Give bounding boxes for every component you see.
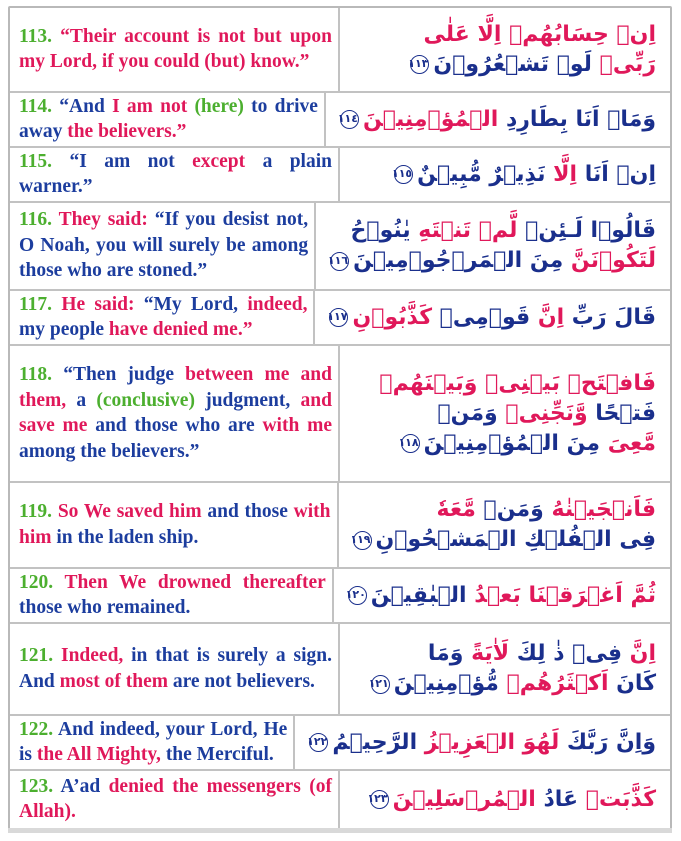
translation-segment: denied the messengers <box>108 775 310 797</box>
translation-segment: “And <box>59 95 113 117</box>
arabic-text-cell <box>340 148 670 201</box>
arabic-segment: فِىۡ ذٰ لِكَ <box>509 641 623 666</box>
english-translation-cell <box>10 203 316 289</box>
arabic-text-cell <box>340 624 670 714</box>
translation-segment: “Then judge <box>63 364 186 385</box>
arabic-segment: نَذِيۡرٌ مُّبِيۡنٌ <box>417 161 546 187</box>
translation-segment: except <box>192 150 263 172</box>
arabic-line <box>350 160 656 190</box>
ayah-end-marker-icon: ١٢١ <box>371 675 390 694</box>
arabic-segment: ثُمَّ اَغۡرَقۡنَا <box>520 582 656 608</box>
english-translation-text <box>19 149 332 200</box>
arabic-text-cell <box>340 346 670 481</box>
arabic-text-cell <box>315 291 670 344</box>
arabic-line <box>349 525 656 555</box>
verse-number: 121. <box>19 645 61 666</box>
translation-segment: in that is surely a sign. <box>131 645 333 666</box>
translation-segment: (conclusive) <box>96 389 206 411</box>
arabic-segment: اِنۡ حِسَابُهُمۡ اِلَّا <box>469 21 656 47</box>
translation-segment: those who remained. <box>19 597 191 618</box>
translation-segment: And indeed, your Lord, <box>58 718 264 740</box>
arabic-segment: وَّنَجِّنِىۡ <box>497 400 588 426</box>
translation-segment: (of Allah). <box>19 775 332 822</box>
verse-number: 117. <box>19 293 62 315</box>
translation-segment: in the laden ship. <box>56 526 199 548</box>
translation-segment: And <box>19 670 60 692</box>
verse-number: 118. <box>19 364 64 385</box>
arabic-line <box>305 728 656 758</box>
arabic-segment: لَهُوَ الۡعَزِيۡزُ <box>417 729 560 755</box>
ayah-end-marker-icon: ١١٨ <box>401 434 420 453</box>
verse-number: 119. <box>19 501 58 522</box>
translation-segment: He said: <box>61 293 144 315</box>
arabic-text-cell <box>326 93 670 146</box>
translation-segment: the All Mighty, <box>36 744 166 765</box>
arabic-line <box>344 581 656 611</box>
verse-row <box>10 483 670 569</box>
arabic-text-cell <box>316 203 670 289</box>
verse-row <box>10 8 670 93</box>
arabic-segment: مَّعَهٗ <box>436 497 476 522</box>
arabic-segment: وَاِنَّ رَبَّكَ <box>559 729 656 755</box>
verse-number: 120. <box>19 571 65 593</box>
translation-segment: indeed, <box>247 293 308 315</box>
verse-number: 114. <box>19 95 60 117</box>
arabic-segment: فَاَنۡجَيۡنٰهُ <box>543 497 656 522</box>
english-translation-text <box>19 717 287 768</box>
english-translation-text <box>19 24 332 75</box>
arabic-line <box>336 105 656 135</box>
translation-segment: my people <box>19 319 109 340</box>
translation-segment: A’ad <box>60 775 109 797</box>
arabic-line <box>326 216 656 246</box>
english-translation-text <box>19 362 332 464</box>
arabic-line <box>349 495 656 525</box>
arabic-segment: الرَّحِيۡمُ <box>332 729 418 755</box>
arabic-segment: اِنۡ اَنَا <box>577 161 656 187</box>
arabic-segment: فَافۡتَحۡ بَيۡنِىۡ وَبَيۡنَهُمۡ <box>379 370 656 396</box>
english-translation-cell <box>10 716 295 769</box>
translation-segment: among the believers.” <box>19 440 200 462</box>
arabic-segment: فَتۡحًا <box>587 400 656 426</box>
arabic-segment: اَكۡثَرُهُمۡ <box>498 671 609 696</box>
english-translation-text <box>19 94 318 145</box>
arabic-segment: لَّمۡ تَنۡتَهِ <box>410 218 518 243</box>
page-bottom-rule <box>8 828 672 833</box>
verse-row <box>10 93 670 148</box>
arabic-segment: وَمَنۡ <box>437 400 498 426</box>
arabic-segment: مَّعِىَ <box>600 430 656 456</box>
translation-segment: to drive away <box>19 95 318 142</box>
arabic-text-cell <box>340 771 670 828</box>
ayah-end-marker-icon: ١١٤ <box>340 110 359 129</box>
arabic-line <box>350 639 656 669</box>
verse-row <box>10 624 670 716</box>
arabic-segment: وَمَنۡ <box>475 497 544 522</box>
translation-segment: Indeed, <box>60 645 132 666</box>
english-translation-cell <box>10 346 340 481</box>
arabic-segment: فِى الۡفُلۡكِ الۡمَشۡحُوۡنِ <box>375 527 656 552</box>
translation-segment: Lord, if you could (but) know.” <box>49 51 310 72</box>
arabic-segment: لَوۡ تَشۡعُرُوۡنَ <box>433 51 592 77</box>
arabic-segment: الۡمُؤۡمِنِيۡنَ <box>362 106 499 132</box>
translation-segment: with me <box>262 415 332 436</box>
english-translation-cell <box>10 483 339 567</box>
arabic-segment: قَوۡمِىۡ <box>432 304 531 330</box>
verse-table <box>8 6 672 830</box>
ayah-end-marker-icon: ١٢٢ <box>309 733 328 752</box>
arabic-line <box>350 429 656 459</box>
english-translation-text <box>19 774 332 825</box>
translation-segment: “If you desist not, O Noah, you will surely be among those who are stoned.” <box>19 209 309 282</box>
verse-number: 123. <box>19 775 61 797</box>
english-translation-cell <box>10 569 334 622</box>
arabic-segment: مِنَ الۡمُؤۡمِنِيۡنَ <box>423 430 601 456</box>
english-translation-cell <box>10 624 340 714</box>
verse-row <box>10 569 670 624</box>
english-translation-cell <box>10 8 340 91</box>
translation-segment: a plain warner.” <box>19 150 332 197</box>
arabic-segment: بَعۡدُ <box>466 582 521 608</box>
english-translation-cell <box>10 291 315 344</box>
english-translation-cell <box>10 148 340 201</box>
arabic-segment: عَلٰى <box>423 21 470 47</box>
translation-segment: I am not <box>112 95 195 117</box>
arabic-line <box>350 50 656 80</box>
verse-row <box>10 346 670 483</box>
ayah-end-marker-icon: ١١٥ <box>394 165 413 184</box>
arabic-segment: وَمَاۤ اَنَا بِطَارِدِ <box>498 106 656 132</box>
arabic-line <box>350 785 656 815</box>
arabic-segment: كَذَّبُوۡنِ <box>352 304 433 330</box>
translation-segment: the believers.” <box>67 121 187 142</box>
translation-segment: Then We drowned thereafter <box>64 571 326 593</box>
ayah-end-marker-icon: ١٢٣ <box>370 790 389 809</box>
verse-number: 115. <box>19 150 70 172</box>
english-translation-cell <box>10 771 340 828</box>
arabic-segment: عَادُ <box>535 786 579 812</box>
translation-segment: and save me <box>19 389 332 436</box>
arabic-segment: كَانَ <box>608 671 656 696</box>
arabic-line <box>350 669 656 699</box>
arabic-text-cell <box>340 8 670 91</box>
arabic-line <box>350 369 656 399</box>
verse-row <box>10 716 670 771</box>
arabic-segment: يٰنُوۡحُ <box>350 218 411 243</box>
english-translation-text <box>19 207 308 284</box>
arabic-line <box>350 399 656 429</box>
ayah-end-marker-icon: ١١٣ <box>410 55 429 74</box>
arabic-segment: مِنَ الۡمَرۡجُوۡمِيۡنَ <box>353 248 564 273</box>
arabic-text-cell <box>334 569 670 622</box>
ayah-end-marker-icon: ١١٦ <box>330 252 349 271</box>
verse-number: 116. <box>19 209 59 231</box>
arabic-segment: الۡبٰقِيۡنَ <box>370 582 467 608</box>
ayah-end-marker-icon: ١٢٠ <box>348 586 367 605</box>
translation-segment: most of them <box>59 670 173 692</box>
translation-segment: the Merciful. <box>165 744 274 765</box>
translation-segment: and those who are <box>95 415 263 436</box>
arabic-segment: قَالَ رَبِّ <box>564 304 656 330</box>
english-translation-cell <box>10 93 326 146</box>
arabic-line <box>326 246 656 276</box>
arabic-segment: لَتَكُوۡنَنَّ <box>563 248 656 273</box>
verse-number: 122. <box>19 718 58 740</box>
arabic-segment: لَاٰيَةً <box>471 641 510 666</box>
translation-segment: are not believers. <box>172 670 315 692</box>
verse-row <box>10 771 670 828</box>
arabic-line <box>350 20 656 50</box>
translation-segment: “Their account is not but upon my <box>19 25 332 72</box>
verse-row <box>10 148 670 203</box>
verse-row <box>10 291 670 346</box>
translation-segment: and those <box>207 501 294 522</box>
english-translation-text <box>19 499 331 550</box>
verse-number: 113. <box>19 25 61 47</box>
arabic-segment: الۡمُرۡسَلِيۡنَ <box>392 786 536 812</box>
translation-segment: with him <box>19 501 331 548</box>
translation-segment: (here) <box>194 95 252 117</box>
ayah-end-marker-icon: ١١٧ <box>329 308 348 327</box>
translation-segment: So We saved him <box>57 501 208 522</box>
ayah-end-marker-icon: ١١٩ <box>353 531 372 550</box>
translation-segment: “My Lord, <box>143 293 248 315</box>
arabic-segment: رَبِّىۡ <box>591 51 656 77</box>
translation-segment: They said: <box>58 209 155 231</box>
english-translation-text <box>19 292 307 343</box>
arabic-segment: كَذَّبَتۡ <box>578 786 656 812</box>
translation-segment: He is <box>19 718 288 765</box>
translation-segment: have denied me.” <box>108 319 253 340</box>
translation-segment: a <box>76 389 97 411</box>
translation-segment: judgment, <box>205 389 301 411</box>
arabic-segment: اِنَّ <box>530 304 565 330</box>
translation-segment: “I am not <box>69 150 193 172</box>
arabic-segment: مُّؤۡمِنِيۡنَ <box>393 671 499 696</box>
arabic-segment: اِنَّ <box>622 641 656 666</box>
english-translation-text <box>19 643 332 694</box>
verse-row <box>10 203 670 291</box>
english-translation-text <box>19 570 326 621</box>
arabic-text-cell <box>295 716 670 769</box>
arabic-segment: قَالُوۡا لَـئِنۡ <box>517 218 656 243</box>
arabic-segment: اِلَّا <box>545 161 578 187</box>
translation-segment: between me and them, <box>19 364 332 411</box>
arabic-text-cell <box>339 483 670 567</box>
arabic-line <box>325 303 656 333</box>
arabic-segment: وَمَا <box>427 641 472 666</box>
